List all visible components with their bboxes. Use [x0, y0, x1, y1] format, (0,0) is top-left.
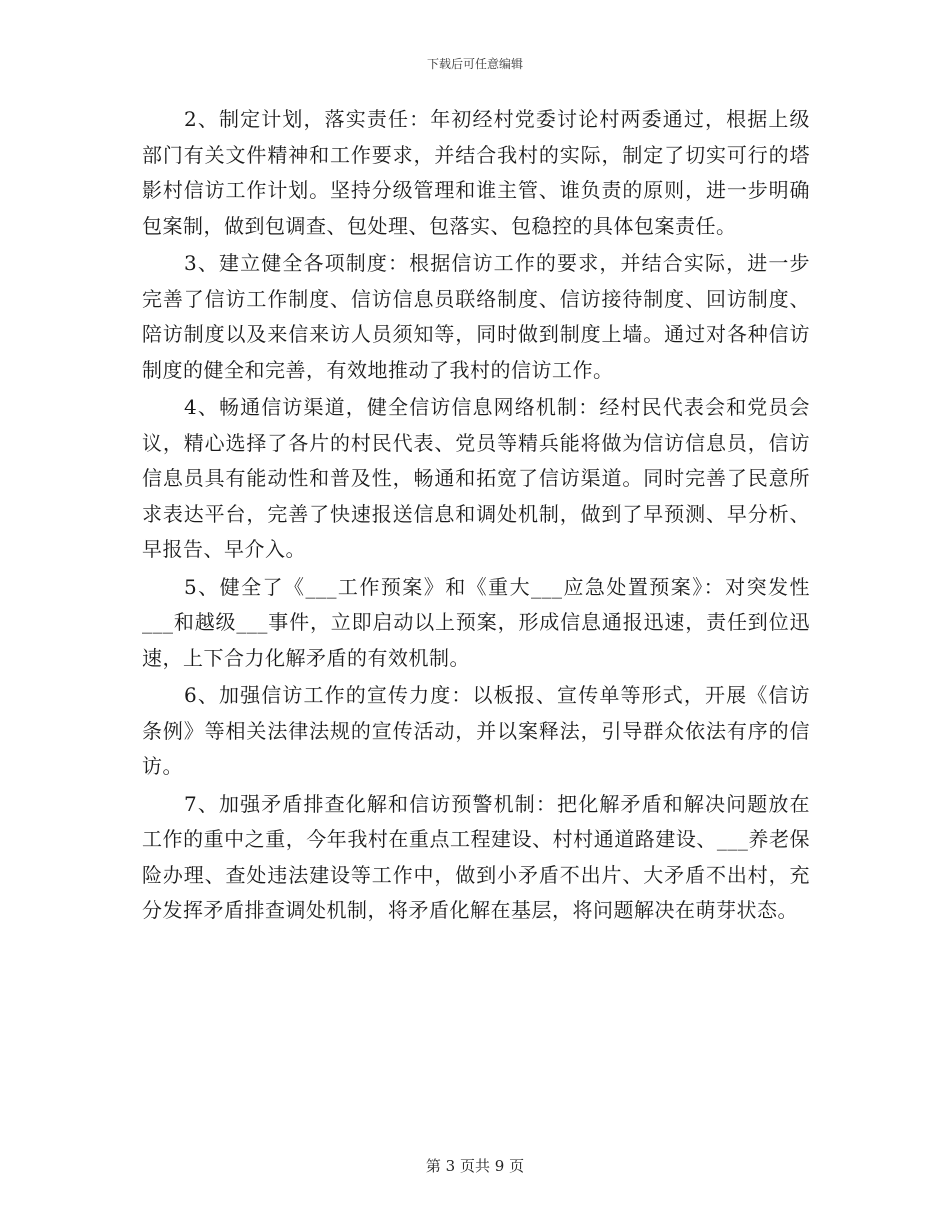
- paragraph-item-3: 3、建立健全各项制度：根据信访工作的要求，并结合实际，进一步完善了信访工作制度、信访信息员联络制度、信访接待制度、回访制度、陪访制度以及来信来访人员须知等，同时做到制度上墙。通过对各种信访制度的健全和完善，有效地推动了我村的信访工作。: [142, 251, 810, 382]
- paragraph-item-7: 7、加强矛盾排查化解和信访预警机制：把化解矛盾和解决问题放在工作的重中之重，今年我村在重点工程建设、村村通道路建设、___养老保险办理、查处违法建设等工作中，做到小矛盾不出片、大矛盾不出村，充分发挥矛盾排查调处机制，将矛盾化解在基层，将问题解决在萌芽状态。: [142, 791, 810, 922]
- page-header: 下载后可任意编辑: [426, 57, 523, 71]
- paragraph-item-5: 5、健全了《___工作预案》和《重大___应急处置预案》：对突发性___和越级___事件，立即启动以上预案，形成信息通报迅速，责任到位迅速，上下合力化解矛盾的有效机制。: [142, 574, 810, 670]
- paragraph-item-2: 2、制定计划，落实责任：年初经村党委讨论村两委通过，根据上级部门有关文件精神和工作要求，并结合我村的实际，制定了切实可行的塔影村信访工作计划。坚持分级管理和谁主管、谁负责的原则，进一步明确包案制，做到包调查、包处理、包落实、包稳控的具体包案责任。: [142, 107, 810, 238]
- document-body: [142, 102, 810, 931]
- paragraph-item-6: 6、加强信访工作的宣传力度：以板报、宣传单等形式，开展《信访条例》等相关法律法规的宣传活动，并以案释法，引导群众依法有序的信访。: [142, 683, 810, 778]
- page-number: 第 3 页共 9 页: [425, 1157, 525, 1175]
- paragraph-item-4: 4、畅通信访渠道，健全信访信息网络机制：经村民代表会和党员会议，精心选择了各片的村民代表、党员等精兵能将做为信访信息员，信访信息员具有能动性和普及性，畅通和拓宽了信访渠道。同时完善了民意所求表达平台，完善了快速报送信息和调处机制，做到了早预测、早分析、早报告、早介入。: [142, 395, 810, 561]
